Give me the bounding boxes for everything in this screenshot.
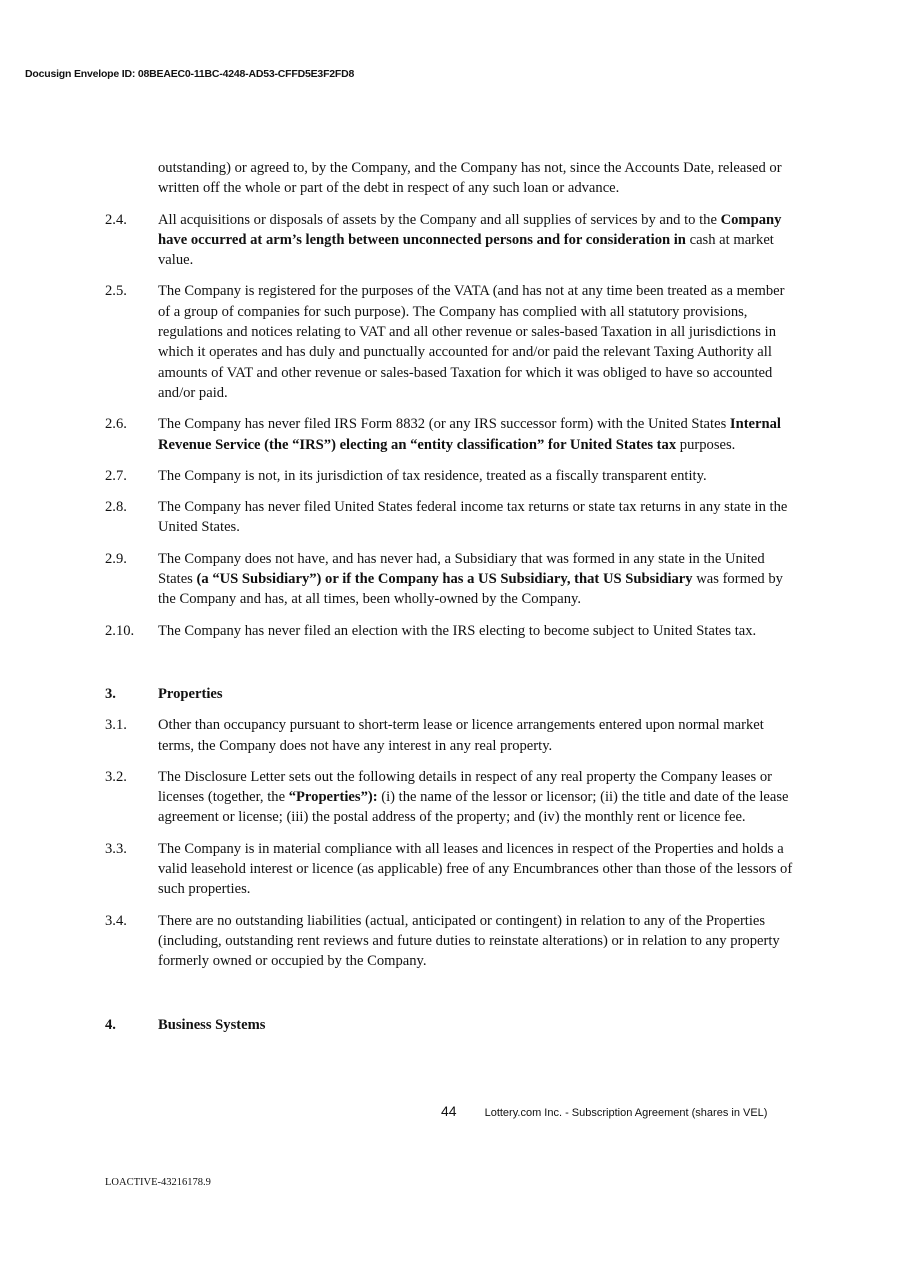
document-id: LOACTIVE-43216178.9 [105,1177,211,1188]
document-body [105,158,795,1046]
clause-text-part: The Company has never filed IRS Form 8832 (or any IRS successor form) with the United States [158,416,730,433]
clause-text-part: The Company has never filed United States federal income tax returns or state tax returns in any state in the United States. [158,499,788,536]
clause-number: 3.3. [105,840,127,857]
section-title: Properties [158,685,223,702]
clause-number: 3.2. [105,768,127,785]
clause-2-4 [105,210,795,271]
envelope-id: Docusign Envelope ID: 08BEAEC0-11BC-4248-AD53-CFFD5E3F2FD8 [25,68,355,80]
clause-text-part: All acquisitions or disposals of assets by the Company and all supplies of services by and to the [158,211,721,228]
clause-text [158,621,795,641]
clause-3-1 [105,715,795,756]
clause-text-part: (i) the name of the lessor or licensor; (ii) the title and date of the lease agreement or license; (iii) the postal address of the property; and (iv) the monthly rent or licence fee. [158,789,789,826]
clause-text [158,911,795,972]
clause-number: 2.8. [105,499,127,516]
clause-text [158,497,795,538]
clause-text-bold: Internal Revenue Service (the “IRS”) electing an “entity classification” for United States tax [158,416,781,453]
clause-text-bold: Company have occurred at arm’s length between unconnected persons and for consideration in [158,211,782,248]
clause-3-2 [105,767,795,828]
clause-number: 2.4. [105,211,127,228]
continuation-text: outstanding) or agreed to, by the Company, and the Company has not, since the Accounts Date, released or written off the whole or part of the debt in respect of any such loan or advance. [158,160,782,197]
clause-2-6 [105,414,795,455]
clause-2-5 [105,281,795,403]
clause-text-bold: (a “US Subsidiary”) or if the Company has a US Subsidiary, that US Subsidiary [192,571,693,588]
clause-text-part: The Company has never filed an election with the IRS electing to become subject to United States tax. [158,622,757,639]
page-number: 44 [441,1103,457,1119]
clause-2-9 [105,549,795,610]
clause-text-part: was formed by the Company and has, at all times, been wholly-owned by the Company. [158,571,783,608]
clause-number: 2.5. [105,283,127,300]
section-number: 4. [105,1016,116,1033]
clause-text-part: The Company is registered for the purposes of the VATA (and has not at any time been treated as a member of a group of companies for such purpose). The Company has complied with all statutory provisions, regulations and notices relating to VAT and all other revenue or sales-based Taxation in all jurisdictions in which it operates and has duly and punctually accounted for and/or paid the relevant Taxing Authority all amounts of VAT and other revenue or sales-based Taxation for which it was obliged to have so accounted and/or paid. [158,283,785,401]
clause-text-part: The Company is not, in its jurisdiction of tax residence, treated as a fiscally transparent entity. [158,467,707,484]
clause-3-3 [105,839,795,900]
clause-text-part: There are no outstanding liabilities (actual, anticipated or contingent) in relation to any of the Properties (including, outstanding rent reviews and future duties to reinstate alterations) or in relation to any property formerly owned or occupied by the Company. [158,912,780,970]
clause-text-bold: “Properties”): [288,789,378,806]
clause-2-7 [105,466,795,486]
clause-3-4 [105,911,795,972]
clause-text [158,466,795,486]
clause-2-10 [105,621,795,641]
clause-2-8 [105,497,795,538]
section-2-paragraphs [105,210,795,641]
section-3-paragraphs [105,715,795,971]
clause-number: 3.4. [105,912,127,929]
clause-text [158,839,795,900]
clause-text-part: Other than occupancy pursuant to short-term lease or licence arrangements entered upon normal market terms, the Company does not have any interest in any real property. [158,717,764,754]
clause-number: 2.9. [105,550,127,567]
clause-text-part: cash at market value. [158,231,774,269]
clause-number: 2.10. [105,622,135,639]
clause-text [158,281,795,403]
section-3-heading [105,684,795,704]
clause-text-part: The Disclosure Letter sets out the following details in respect of any real property the Company leases or licenses (together, the [158,768,772,806]
clause-number: 3.1. [105,717,127,734]
page-footer [441,1103,767,1119]
clause-text-part: The Company is in material compliance with all leases and licences in respect of the Properties and holds a valid leasehold interest or licence (as applicable) free of any Encumbrances other than those of the lessors of such properties. [158,840,793,898]
clause-number: 2.6. [105,416,127,433]
footer-note: Lottery.com Inc. - Subscription Agreement (shares in VEL) [484,1107,768,1119]
clause-text-part: The Company does not have, and has never had, a Subsidiary that was formed in any state in the United States [158,550,765,588]
section-number: 3. [105,685,116,702]
clause-text [158,715,795,756]
section-title: Business Systems [158,1016,266,1033]
clause-number: 2.7. [105,467,127,484]
section-4-heading [105,1015,795,1035]
clause-text [158,767,795,828]
clause-text [158,414,795,455]
clause-text [158,549,795,610]
clause-text-part: purposes. [676,436,736,453]
clause-text [158,210,795,271]
